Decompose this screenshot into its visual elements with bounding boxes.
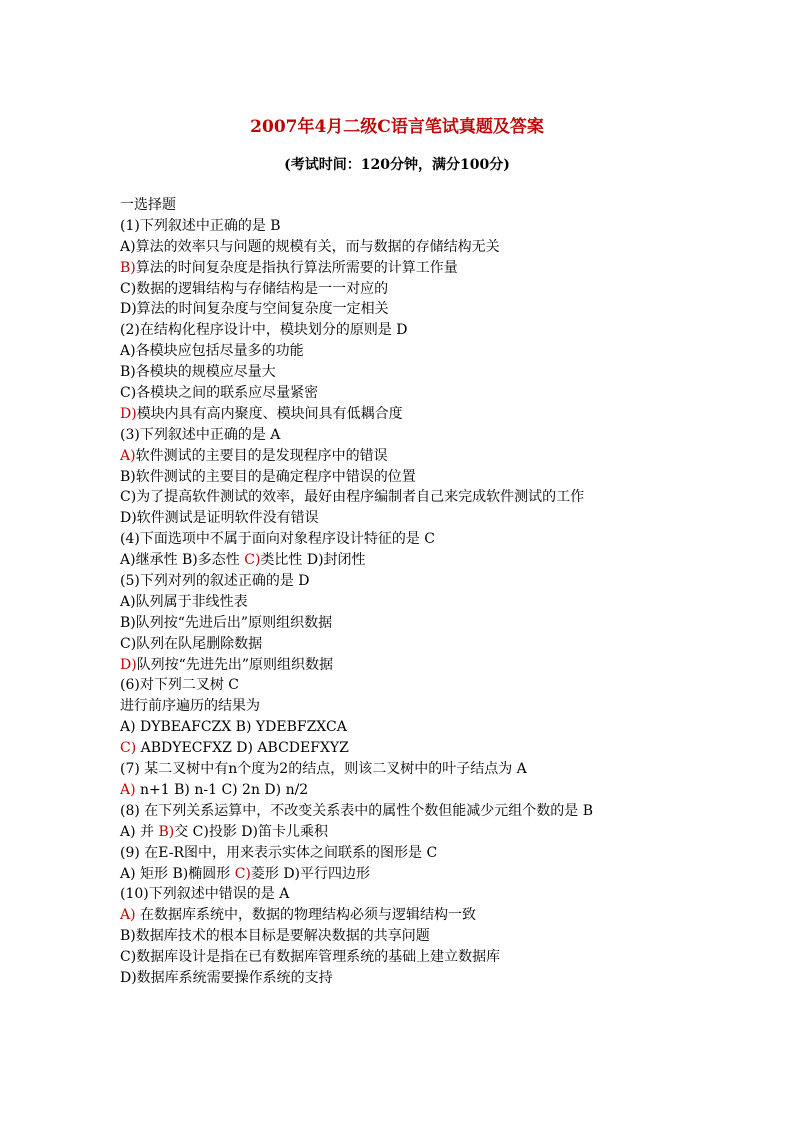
answer-marker: A) (120, 781, 136, 798)
text-segment: 在数据库系统中，数据的物理结构必须与逻辑结构一致 (135, 907, 477, 924)
text-line (120, 508, 680, 529)
text-line (120, 696, 680, 717)
text-segment: ABDYECFXZ D) ABCDEFXYZ (136, 740, 349, 757)
text-line (120, 237, 680, 258)
text-line (120, 195, 680, 216)
answer-marker: C) (120, 740, 137, 757)
text-line (120, 801, 680, 822)
text-line (120, 341, 680, 362)
text-segment: (3)下列叙述中正确的是 A (120, 426, 281, 443)
text-segment: 进行前序遍历的结果为 (120, 698, 260, 715)
text-segment: D)算法的时间复杂度与空间复杂度一定相关 (120, 301, 389, 318)
text-segment: (6)对下列二叉树 C (120, 677, 239, 694)
question-list (120, 195, 680, 989)
text-line (120, 655, 680, 676)
text-segment: B)软件测试的主要目的是确定程序中错误的位置 (120, 468, 416, 485)
text-segment: 算法的时间复杂度是指执行算法所需要的计算工作量 (135, 259, 458, 276)
text-segment: 一选择题 (120, 197, 176, 213)
text-line (120, 843, 680, 864)
text-segment: 交 C)投影 D)笛卡儿乘积 (174, 823, 328, 840)
answer-marker: A) (120, 907, 136, 924)
text-segment: (5)下列对列的叙述正确的是 D (120, 573, 310, 590)
text-segment: B)各模块的规模应尽量大 (120, 364, 276, 381)
text-segment: A)各模块应包括尽量多的功能 (120, 343, 304, 360)
answer-marker: C) (234, 865, 251, 882)
text-line (120, 550, 680, 571)
text-segment: C)数据库设计是指在已有数据库管理系统的基础上建立数据库 (120, 949, 501, 966)
text-segment: 菱形 D)平行四边形 (250, 865, 371, 882)
text-line (120, 864, 680, 885)
text-line (120, 634, 680, 655)
text-segment: C)队列在队尾删除数据 (120, 635, 263, 652)
text-line (120, 425, 680, 446)
text-line (120, 947, 680, 968)
text-line (120, 446, 680, 467)
text-line (120, 613, 680, 634)
text-line (120, 529, 680, 550)
answer-marker: C) (244, 552, 261, 569)
text-segment: C)各模块之间的联系应尽量紧密 (120, 385, 319, 402)
text-segment: 队列按“先进先出”原则组织数据 (136, 656, 334, 673)
text-line (120, 905, 680, 926)
text-line (120, 216, 680, 237)
text-line (120, 675, 680, 696)
text-line (120, 383, 680, 404)
text-segment: (2)在结构化程序设计中，模块划分的原则是 D (120, 322, 408, 339)
text-segment: A) 矩形 B)椭圆形 (120, 865, 235, 882)
document-subtitle: (考试时间：120分钟，满分100分) (284, 157, 510, 173)
text-line (120, 362, 680, 383)
text-segment: 软件测试的主要目的是发现程序中的错误 (135, 447, 388, 464)
text-line (120, 487, 680, 508)
text-segment: B)队列按“先进后出”原则组织数据 (120, 614, 333, 631)
text-segment: n+1 B) n-1 C) 2n D) n/2 (135, 781, 309, 798)
text-segment: B)数据库技术的根本目标是要解决数据的共享问题 (120, 928, 430, 945)
text-line (120, 926, 680, 947)
text-segment: (8) 在下列关系运算中，不改变关系表中的属性个数但能减少元组个数的是 B (120, 802, 594, 819)
answer-marker: A) (120, 447, 136, 464)
answer-marker: D) (120, 405, 137, 422)
text-segment: A)算法的效率只与问题的规模有关，而与数据的存储结构无关 (120, 238, 500, 255)
answer-marker: B) (120, 259, 136, 276)
document-title: 2007年4月二级C语言笔试真题及答案 (250, 117, 544, 137)
text-line (120, 258, 680, 279)
text-line (120, 780, 680, 801)
text-segment: A)队列属于非线性表 (120, 593, 248, 610)
text-line (120, 968, 680, 989)
text-segment: 模块内具有高内聚度、模块间具有低耦合度 (136, 405, 403, 422)
text-segment: A) 并 (120, 823, 159, 840)
text-line (120, 279, 680, 300)
answer-marker: D) (120, 656, 137, 673)
text-line (120, 738, 680, 759)
text-segment: (7) 某二叉树中有n个度为2的结点，则该二叉树中的叶子结点为 A (120, 761, 527, 778)
text-segment: (10)下列叙述中错误的是 A (120, 886, 290, 903)
text-line (120, 759, 680, 780)
text-segment: (4)下面选项中不属于面向对象程序设计特征的是 C (120, 531, 435, 548)
text-line (120, 592, 680, 613)
text-line (120, 717, 680, 738)
text-segment: A) DYBEAFCZX B) YDEBFZXCA (120, 719, 347, 736)
text-segment: C)为了提高软件测试的效率，最好由程序编制者自己来完成软件测试的工作 (120, 489, 585, 506)
text-segment: 类比性 D)封闭性 (260, 552, 366, 569)
text-segment: (1)下列叙述中正确的是 B (120, 217, 281, 234)
text-segment: D)软件测试是证明软件没有错误 (120, 510, 319, 527)
text-line (120, 571, 680, 592)
text-line (120, 884, 680, 905)
answer-marker: B) (158, 823, 175, 840)
text-segment: D)数据库系统需要操作系统的支持 (120, 969, 333, 986)
text-line (120, 467, 680, 488)
text-line (120, 404, 680, 425)
text-line (120, 320, 680, 341)
text-segment: (9) 在E-R图中，用来表示实体之间联系的图形是 C (120, 844, 438, 861)
text-segment: A)继承性 B)多态性 (120, 552, 245, 569)
text-line (120, 822, 680, 843)
text-line (120, 299, 680, 320)
text-segment: C)数据的逻辑结构与存储结构是一一对应的 (120, 280, 389, 297)
